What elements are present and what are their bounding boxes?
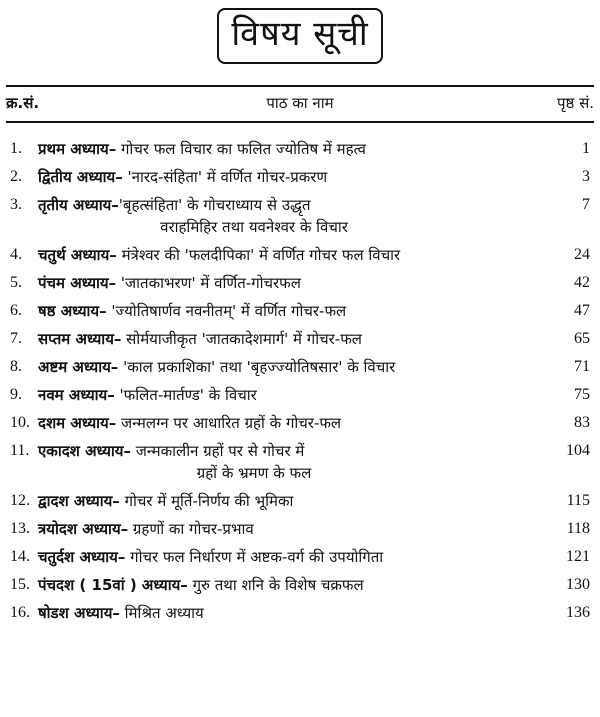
chapter-title: 'ज्योतिषार्णव नवनीतम्' में वर्णित गोचर-फल xyxy=(111,302,347,320)
chapter-title: गोचर फल विचार का फलित ज्योतिष में महत्व xyxy=(120,140,366,158)
entry-page: 47 xyxy=(574,302,590,319)
entry-text xyxy=(30,602,550,624)
chapter-title: मंत्रेश्वर की 'फलदीपिका' में वर्णित गोचर फल विचार xyxy=(121,246,401,264)
toc-entry xyxy=(0,328,600,350)
table-header xyxy=(6,91,594,117)
entry-text xyxy=(30,138,550,160)
chapter-title: गोचर फल निर्धारण में अष्टक-वर्ग की उपयोगिता xyxy=(130,548,384,566)
toc-entry xyxy=(0,272,600,294)
entry-text xyxy=(30,490,550,512)
entry-text xyxy=(30,300,550,322)
entry-number: 3. xyxy=(10,196,22,213)
chapter-label: चतुर्थ अध्याय– xyxy=(38,246,117,264)
chapter-label: द्वादश अध्याय– xyxy=(38,492,120,510)
chapter-title: 'काल प्रकाशिका' तथा 'बृहज्ज्योतिषसार' के विचार xyxy=(123,358,396,376)
toc-entry xyxy=(0,490,600,512)
entry-number: 12. xyxy=(10,492,30,509)
entry-page: 65 xyxy=(574,330,590,347)
toc-entry xyxy=(0,412,600,434)
title-container xyxy=(0,8,600,64)
chapter-label: नवम अध्याय– xyxy=(38,386,115,404)
entry-number: 13. xyxy=(10,520,30,537)
entry-text xyxy=(30,574,550,596)
entry-page: 118 xyxy=(566,520,590,537)
toc-entry xyxy=(0,356,600,378)
entry-page: 121 xyxy=(566,548,590,565)
entry-page: 71 xyxy=(574,358,590,375)
entry-page: 130 xyxy=(566,576,590,593)
chapter-label: पंचदश ( 15वां ) अध्याय– xyxy=(38,576,188,594)
toc-entry xyxy=(0,166,600,188)
entry-number: 6. xyxy=(10,302,22,319)
chapter-label: षष्ठ अध्याय– xyxy=(38,302,107,320)
toc-entry xyxy=(0,194,600,238)
chapter-label: पंचम अध्याय– xyxy=(38,274,117,292)
entry-page: 83 xyxy=(574,414,590,431)
chapter-title: सोर्मयाजीकृत 'जातकादेशमार्ग' में गोचर-फल xyxy=(126,330,362,348)
chapter-title: 'बृहत्संहिता' के गोचराध्याय से उद्धृत xyxy=(118,196,311,214)
entry-number: 1. xyxy=(10,140,22,157)
toc-entry xyxy=(0,244,600,266)
entry-page: 42 xyxy=(574,274,590,291)
chapter-label: एकादश अध्याय– xyxy=(38,442,131,460)
entry-text xyxy=(30,272,550,294)
chapter-label: त्रयोदश अध्याय– xyxy=(38,520,129,538)
toc-entry xyxy=(0,574,600,596)
entry-text xyxy=(30,356,550,378)
toc-entry xyxy=(0,602,600,624)
entry-number: 10. xyxy=(10,414,30,431)
entry-number: 14. xyxy=(10,548,30,565)
serial-column-header: क्र.सं. xyxy=(6,94,40,112)
chapter-title-continued: वराहमिहिर तथा यवनेश्वर के विचार xyxy=(160,218,348,236)
toc-entry xyxy=(0,440,600,484)
chapter-title: 'जातकाभरण' में वर्णित-गोचरफल xyxy=(120,274,301,292)
chapter-title: ग्रहणों का गोचर-प्रभाव xyxy=(132,520,254,538)
chapter-title: मिश्रित अध्याय xyxy=(124,604,204,622)
entry-text xyxy=(30,546,550,568)
entry-number: 8. xyxy=(10,358,22,375)
chapter-label: चतुर्दश अध्याय– xyxy=(38,548,126,566)
entry-page: 115 xyxy=(566,492,590,509)
chapter-label: प्रथम अध्याय– xyxy=(38,140,117,158)
entry-text xyxy=(30,328,550,350)
entry-number: 2. xyxy=(10,168,22,185)
table-of-contents xyxy=(0,138,600,630)
entry-number: 4. xyxy=(10,246,22,263)
chapter-title: जन्मकालीन ग्रहों पर से गोचर में xyxy=(135,442,305,460)
chapter-label: सप्तम अध्याय– xyxy=(38,330,122,348)
entry-number: 5. xyxy=(10,274,22,291)
entry-number: 7. xyxy=(10,330,22,347)
entry-page: 75 xyxy=(574,386,590,403)
entry-text xyxy=(30,166,550,188)
chapter-title: गोचर में मूर्ति-निर्णय की भूमिका xyxy=(124,492,294,510)
entry-text xyxy=(30,412,550,434)
chapter-name-column-header: पाठ का नाम xyxy=(266,94,334,112)
entry-text xyxy=(30,244,550,266)
entry-number: 16. xyxy=(10,604,30,621)
entry-text xyxy=(30,194,550,238)
header-bottom-rule xyxy=(6,121,594,123)
chapter-label: अष्टम अध्याय– xyxy=(38,358,119,376)
chapter-title-continued: ग्रहों के भ्रमण के फल xyxy=(196,464,312,482)
entry-number: 15. xyxy=(10,576,30,593)
toc-entry xyxy=(0,546,600,568)
entry-text xyxy=(30,518,550,540)
entry-text xyxy=(30,440,550,484)
entry-page: 136 xyxy=(566,604,590,621)
page-title: विषय सूची xyxy=(217,8,382,64)
entry-page: 1 xyxy=(582,140,590,157)
toc-entry xyxy=(0,518,600,540)
entry-page: 3 xyxy=(582,168,590,185)
chapter-title: 'फलित-मार्तण्ड' के विचार xyxy=(119,386,257,404)
entry-page: 7 xyxy=(582,196,590,213)
chapter-label: दशम अध्याय– xyxy=(38,414,117,432)
chapter-label: तृतीय अध्याय– xyxy=(38,196,119,214)
entry-number: 9. xyxy=(10,386,22,403)
entry-page: 104 xyxy=(566,442,590,459)
entry-number: 11. xyxy=(10,442,30,459)
page-number-column-header: पृष्ठ सं. xyxy=(556,94,594,112)
toc-entry xyxy=(0,384,600,406)
chapter-title: गुरु तथा शनि के विशेष चक्रफल xyxy=(192,576,364,594)
chapter-label: षोडश अध्याय– xyxy=(38,604,120,622)
header-top-rule xyxy=(6,85,594,87)
chapter-title: 'नारद-संहिता' में वर्णित गोचर-प्रकरण xyxy=(127,168,328,186)
entry-text xyxy=(30,384,550,406)
chapter-title: जन्मलग्न पर आधारित ग्रहों के गोचर-फल xyxy=(121,414,342,432)
toc-entry xyxy=(0,300,600,322)
toc-entry xyxy=(0,138,600,160)
entry-page: 24 xyxy=(574,246,590,263)
chapter-label: द्वितीय अध्याय– xyxy=(38,168,123,186)
